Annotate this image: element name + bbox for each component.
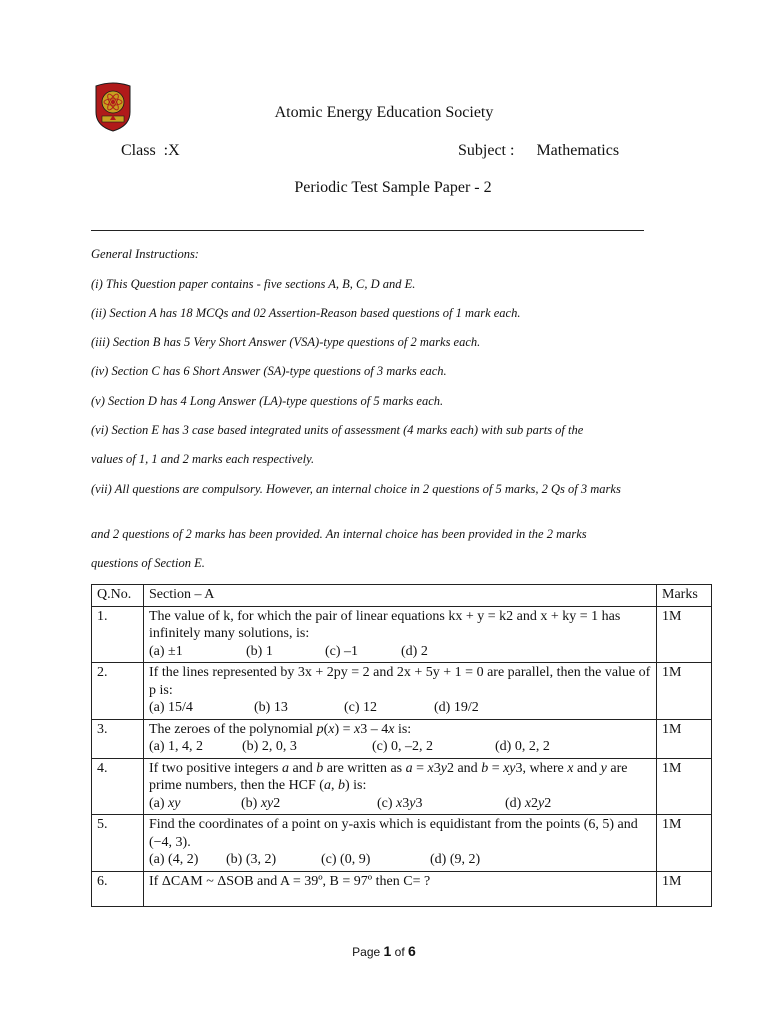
header-marks: Marks (657, 585, 712, 607)
question-row (92, 871, 712, 906)
instructions-heading: General Instructions: (91, 247, 199, 261)
option: (a) ±1 (149, 643, 183, 659)
instruction-line: (vi) Section E has 3 case based integrated units of assessment (4 marks each) with sub parts of the (91, 423, 584, 437)
question-number: 5. (92, 815, 144, 872)
question-cell (144, 663, 657, 720)
option: (d) x2y2 (505, 795, 552, 811)
options-row (149, 643, 651, 661)
question-text: Find the coordinates of a point on y-axis which is equidistant from the points (6, 5) and (149, 817, 638, 832)
option: (a) xy (149, 795, 181, 811)
instruction-line: (v) Section D has 4 Long Answer (LA)-type questions of 5 marks each. (91, 394, 444, 408)
option: (c) 0, –2, 2 (372, 739, 434, 754)
question-text-continued: (−4, 3). (149, 834, 191, 850)
organization-name: Atomic Energy Education Society (274, 104, 494, 121)
option: (c) x3y3 (377, 795, 423, 811)
instruction-line: (i) This Question paper contains - five sections A, B, C, D and E. (91, 277, 416, 291)
option: (b) (3, 2) (226, 852, 277, 867)
question-row (92, 663, 712, 720)
instruction-line: (iv) Section C has 6 Short Answer (SA)-type questions of 3 marks each. (91, 364, 447, 378)
option: (c) (0, 9) (321, 852, 371, 867)
question-text: If the lines represented by 3x + 2py = 2 and 2x + 5y + 1 = 0 are parallel, then the value of p is: (149, 665, 651, 698)
question-number: 1. (92, 606, 144, 663)
option: (d) 0, 2, 2 (495, 739, 550, 754)
page-number: 1 (383, 943, 392, 959)
question-table (91, 584, 712, 907)
option: (a) (4, 2) (149, 852, 199, 867)
question-marks: 1M (657, 758, 712, 815)
instruction-line: values of 1, 1 and 2 marks each respectively. (91, 452, 315, 466)
page-footer (0, 943, 768, 959)
option: (d) 19/2 (434, 700, 479, 715)
header-divider (91, 230, 644, 231)
question-row (92, 815, 712, 872)
option: (b) 13 (254, 700, 288, 715)
option: (b) xy2 (241, 795, 281, 811)
question-marks: 1M (657, 815, 712, 872)
instruction-line: (vii) All questions are compulsory. However, an internal choice in 2 questions of 5 marks, 2 Qs of 3 marks (91, 482, 621, 496)
option: (c) 12 (344, 700, 378, 715)
class-label: Class :X (121, 142, 180, 159)
subject-label: Subject : (458, 142, 515, 159)
instruction-line: questions of Section E. (91, 556, 205, 570)
options-row (149, 851, 651, 869)
option: (d) 2 (401, 643, 428, 659)
instruction-line: (iii) Section B has 5 Very Short Answer (VSA)-type questions of 2 marks each. (91, 335, 481, 349)
option: (d) (9, 2) (430, 852, 481, 867)
question-number: 3. (92, 719, 144, 758)
question-text: The zeroes of the polynomial p(x) = x3 – 4x is: (149, 721, 412, 737)
instruction-line: and 2 questions of 2 marks has been provided. An internal choice has been provided in the 2 marks (91, 527, 587, 541)
option: (b) 1 (246, 643, 273, 659)
question-text: The value of k, for which the pair of linear equations kx + y = k2 and x + ky = 1 has infinitely many solutions, is: (149, 608, 621, 641)
option: (c) –1 (325, 643, 359, 659)
question-marks: 1M (657, 606, 712, 663)
question-text: If two positive integers a and b are written as a = x3y2 and b = xy3, where x and y are (149, 760, 628, 776)
question-text-continued: prime numbers, then the HCF (a, b) is: (149, 778, 367, 793)
instruction-line: (ii) Section A has 18 MCQs and 02 Assertion-Reason based questions of 1 mark each. (91, 306, 521, 320)
page-word: Page (352, 945, 381, 959)
question-marks: 1M (657, 719, 712, 758)
question-number: 2. (92, 663, 144, 720)
of-word: of (394, 945, 405, 959)
question-cell (144, 606, 657, 663)
question-marks: 1M (657, 663, 712, 720)
question-number: 6. (92, 871, 144, 906)
option: (a) 1, 4, 2 (149, 739, 204, 754)
options-row (149, 699, 651, 717)
paper-title: Periodic Test Sample Paper - 2 (294, 179, 492, 196)
question-row (92, 758, 712, 815)
question-number: 4. (92, 758, 144, 815)
options-row (149, 795, 651, 813)
question-cell (144, 719, 657, 758)
question-text: If ΔCAM ~ ΔSOB and A = 39º, B = 97º then C= ? (149, 873, 431, 889)
option: (a) 15/4 (149, 700, 193, 715)
header-qno: Q.No. (92, 585, 144, 607)
table-header-row (92, 585, 712, 607)
question-marks: 1M (657, 871, 712, 906)
header-section: Section – A (144, 585, 657, 607)
option: (b) 2, 0, 3 (242, 739, 297, 754)
question-cell (144, 815, 657, 872)
subject-value: Mathematics (536, 142, 620, 159)
page-total: 6 (408, 943, 416, 959)
question-cell (144, 871, 657, 906)
subject-line (458, 142, 619, 160)
question-row (92, 606, 712, 663)
question-row (92, 719, 712, 758)
options-row (149, 738, 651, 756)
question-cell (144, 758, 657, 815)
